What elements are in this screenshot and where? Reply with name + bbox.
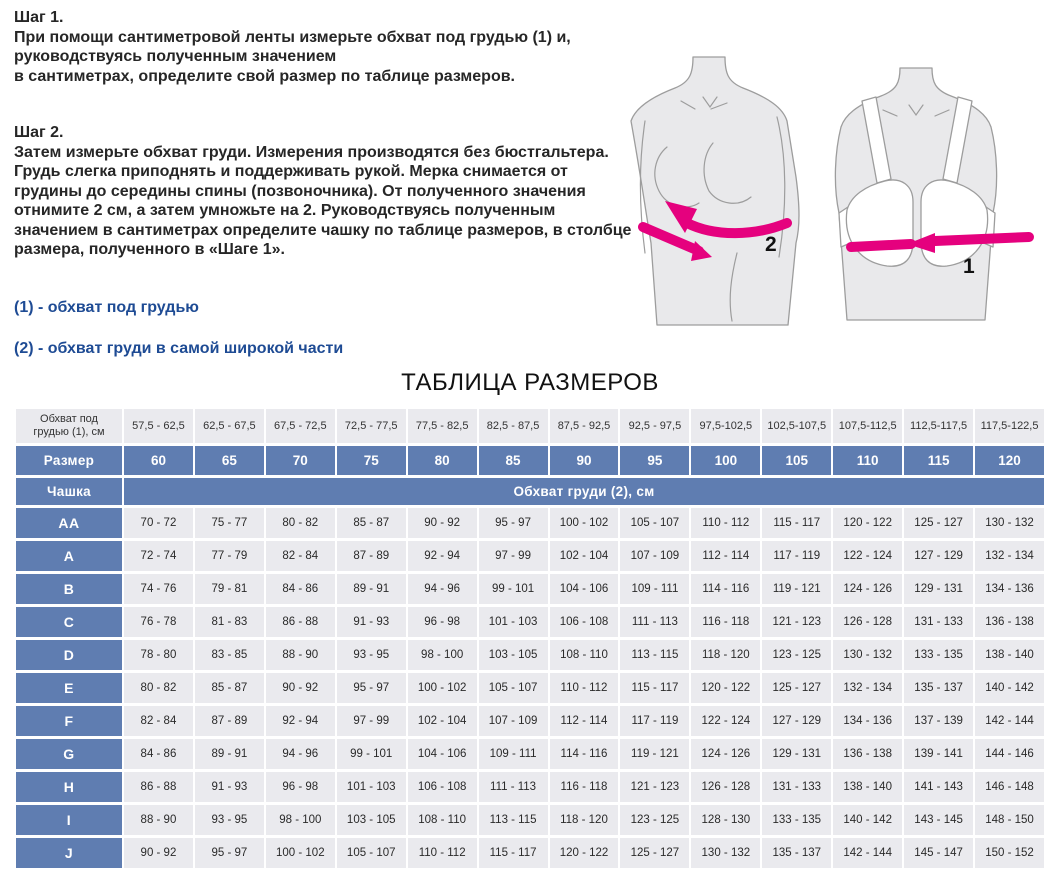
- value-cell: 95 - 97: [195, 838, 264, 868]
- underbust-range-cell: 102,5-107,5: [762, 409, 831, 443]
- text-line: руководствуясь полученным значением: [14, 48, 337, 65]
- value-cell: 94 - 96: [266, 739, 335, 769]
- value-cell: 112 - 114: [691, 541, 760, 571]
- value-cell: 89 - 91: [337, 574, 406, 604]
- value-cell: 107 - 109: [479, 706, 548, 736]
- underbust-tape-left: [851, 244, 911, 247]
- value-cell: 106 - 108: [550, 607, 619, 637]
- value-cell: 150 - 152: [975, 838, 1044, 868]
- value-cell: 90 - 92: [266, 673, 335, 703]
- value-cell: 105 - 107: [479, 673, 548, 703]
- value-cell: 127 - 129: [762, 706, 831, 736]
- value-cell: 120 - 122: [833, 508, 902, 538]
- value-cell: 121 - 123: [762, 607, 831, 637]
- text-line: грудины до середины спины (позвоночника). От полученного значения: [14, 182, 586, 200]
- cup-cell: I: [16, 805, 122, 835]
- value-cell: 119 - 121: [762, 574, 831, 604]
- underbust-range-cell: 107,5-112,5: [833, 409, 902, 443]
- value-cell: 123 - 125: [620, 805, 689, 835]
- value-cell: 87 - 89: [337, 541, 406, 571]
- value-cell: 125 - 127: [620, 838, 689, 868]
- value-cell: 77 - 79: [195, 541, 264, 571]
- value-cell: 135 - 137: [904, 673, 973, 703]
- size-cell: 80: [408, 446, 477, 475]
- value-cell: 88 - 90: [124, 805, 193, 835]
- value-cell: 92 - 94: [266, 706, 335, 736]
- torso-diagram-svg: [615, 55, 1060, 337]
- table-title: ТАБЛИЦА РАЗМЕРОВ: [401, 369, 659, 396]
- value-cell: 114 - 116: [550, 739, 619, 769]
- size-cell: 100: [691, 446, 760, 475]
- value-cell: 95 - 97: [337, 673, 406, 703]
- torso-with-bra: [835, 68, 1029, 320]
- text-line: Грудь слегка приподнять и поддерживать рукой. Мерка снимается от: [14, 163, 568, 180]
- cup-row-D: [16, 640, 1044, 670]
- cup-cell: B: [16, 574, 122, 604]
- underbust-measure-label: 1: [963, 255, 975, 278]
- value-cell: 105 - 107: [620, 508, 689, 538]
- value-cell: 93 - 95: [195, 805, 264, 835]
- step-1-title: Шаг 1.: [14, 9, 64, 26]
- value-cell: 120 - 122: [550, 838, 619, 868]
- text-line: Затем измерьте обхват груди. Измерения производятся без бюстгальтера.: [14, 143, 609, 161]
- cup-row-B: [16, 574, 1044, 604]
- value-cell: 110 - 112: [550, 673, 619, 703]
- value-cell: 85 - 87: [195, 673, 264, 703]
- value-cell: 104 - 106: [550, 574, 619, 604]
- size-cell: 120: [975, 446, 1044, 475]
- value-cell: 86 - 88: [124, 772, 193, 802]
- step-1-text: [14, 28, 644, 87]
- step-2: [14, 123, 644, 260]
- value-cell: 97 - 99: [479, 541, 548, 571]
- cup-row-J: [16, 838, 1044, 868]
- cup-cell: G: [16, 739, 122, 769]
- value-cell: 90 - 92: [124, 838, 193, 868]
- underbust-range-cell: 77,5 - 82,5: [408, 409, 477, 443]
- bust-header-cell: Обхват груди (2), см: [124, 478, 1044, 505]
- value-cell: 117 - 119: [762, 541, 831, 571]
- value-cell: 96 - 98: [266, 772, 335, 802]
- value-cell: 80 - 82: [266, 508, 335, 538]
- value-cell: 102 - 104: [408, 706, 477, 736]
- value-cell: 101 - 103: [337, 772, 406, 802]
- value-cell: 139 - 141: [904, 739, 973, 769]
- value-cell: 120 - 122: [691, 673, 760, 703]
- size-cell: 95: [620, 446, 689, 475]
- value-cell: 117 - 119: [620, 706, 689, 736]
- cup-cell: J: [16, 838, 122, 868]
- cup-cell: E: [16, 673, 122, 703]
- value-cell: 82 - 84: [266, 541, 335, 571]
- size-cell: 60: [124, 446, 193, 475]
- value-cell: 130 - 132: [833, 640, 902, 670]
- value-cell: 98 - 100: [408, 640, 477, 670]
- value-cell: 141 - 143: [904, 772, 973, 802]
- value-cell: 74 - 76: [124, 574, 193, 604]
- value-cell: 124 - 126: [833, 574, 902, 604]
- underbust-range-cell: 72,5 - 77,5: [337, 409, 406, 443]
- step-1: [14, 8, 644, 86]
- value-cell: 119 - 121: [620, 739, 689, 769]
- value-cell: 85 - 87: [337, 508, 406, 538]
- size-cell: 90: [550, 446, 619, 475]
- value-cell: 79 - 81: [195, 574, 264, 604]
- value-cell: 127 - 129: [904, 541, 973, 571]
- value-cell: 113 - 115: [620, 640, 689, 670]
- value-cell: 113 - 115: [479, 805, 548, 835]
- size-cell: 85: [479, 446, 548, 475]
- value-cell: 144 - 146: [975, 739, 1044, 769]
- cup-cell: AA: [16, 508, 122, 538]
- value-cell: 132 - 134: [975, 541, 1044, 571]
- value-cell: 135 - 137: [762, 838, 831, 868]
- value-cell: 112 - 114: [550, 706, 619, 736]
- value-cell: 92 - 94: [408, 541, 477, 571]
- value-cell: 146 - 148: [975, 772, 1044, 802]
- value-cell: 140 - 142: [975, 673, 1044, 703]
- value-cell: 83 - 85: [195, 640, 264, 670]
- value-cell: 126 - 128: [691, 772, 760, 802]
- value-cell: 115 - 117: [620, 673, 689, 703]
- underbust-header-line: грудью (1), см: [33, 426, 105, 438]
- value-cell: 111 - 113: [479, 772, 548, 802]
- value-cell: 100 - 102: [266, 838, 335, 868]
- value-cell: 122 - 124: [833, 541, 902, 571]
- value-cell: 105 - 107: [337, 838, 406, 868]
- value-cell: 97 - 99: [337, 706, 406, 736]
- underbust-header-cell: [16, 409, 122, 443]
- step-2-text: [14, 143, 644, 260]
- cup-row-H: [16, 772, 1044, 802]
- value-cell: 142 - 144: [833, 838, 902, 868]
- text-line: При помощи сантиметровой ленты измерьте обхват под грудью (1) и,: [14, 28, 571, 46]
- cup-row-A: [16, 541, 1044, 571]
- value-cell: 142 - 144: [975, 706, 1044, 736]
- value-cell: 91 - 93: [195, 772, 264, 802]
- value-cell: 145 - 147: [904, 838, 973, 868]
- underbust-range-cell: 92,5 - 97,5: [620, 409, 689, 443]
- value-cell: 138 - 140: [975, 640, 1044, 670]
- value-cell: 130 - 132: [975, 508, 1044, 538]
- value-cell: 91 - 93: [337, 607, 406, 637]
- value-cell: 94 - 96: [408, 574, 477, 604]
- value-cell: 129 - 131: [762, 739, 831, 769]
- value-cell: 136 - 138: [975, 607, 1044, 637]
- value-cell: 130 - 132: [691, 838, 760, 868]
- value-cell: 115 - 117: [762, 508, 831, 538]
- bust-measure-label: 2: [765, 233, 777, 256]
- value-cell: 125 - 127: [904, 508, 973, 538]
- size-label-cell: Размер: [16, 446, 122, 475]
- value-cell: 128 - 130: [691, 805, 760, 835]
- size-cell: 75: [337, 446, 406, 475]
- size-cell: 110: [833, 446, 902, 475]
- value-cell: 116 - 118: [550, 772, 619, 802]
- cup-row-F: [16, 706, 1044, 736]
- value-cell: 129 - 131: [904, 574, 973, 604]
- value-cell: 116 - 118: [691, 607, 760, 637]
- value-cell: 111 - 113: [620, 607, 689, 637]
- value-cell: 90 - 92: [408, 508, 477, 538]
- value-cell: 89 - 91: [195, 739, 264, 769]
- size-cell: 115: [904, 446, 973, 475]
- value-cell: 108 - 110: [550, 640, 619, 670]
- value-cell: 102 - 104: [550, 541, 619, 571]
- value-cell: 101 - 103: [479, 607, 548, 637]
- value-cell: 110 - 112: [408, 838, 477, 868]
- cup-cell: A: [16, 541, 122, 571]
- value-cell: 87 - 89: [195, 706, 264, 736]
- value-cell: 136 - 138: [833, 739, 902, 769]
- value-cell: 81 - 83: [195, 607, 264, 637]
- value-cell: 96 - 98: [408, 607, 477, 637]
- cup-row-G: [16, 739, 1044, 769]
- value-cell: 134 - 136: [833, 706, 902, 736]
- value-cell: 78 - 80: [124, 640, 193, 670]
- value-cell: 93 - 95: [337, 640, 406, 670]
- value-cell: 80 - 82: [124, 673, 193, 703]
- cup-cell: D: [16, 640, 122, 670]
- underbust-note: (1) - обхват под грудью: [14, 299, 199, 316]
- size-cell: 70: [266, 446, 335, 475]
- value-cell: 118 - 120: [550, 805, 619, 835]
- value-cell: 103 - 105: [479, 640, 548, 670]
- value-cell: 133 - 135: [904, 640, 973, 670]
- value-cell: 133 - 135: [762, 805, 831, 835]
- step-2-title: Шаг 2.: [14, 124, 64, 141]
- cup-label-cell: Чашка: [16, 478, 122, 505]
- value-cell: 100 - 102: [408, 673, 477, 703]
- value-cell: 103 - 105: [337, 805, 406, 835]
- value-cell: 76 - 78: [124, 607, 193, 637]
- value-cell: 98 - 100: [266, 805, 335, 835]
- value-cell: 86 - 88: [266, 607, 335, 637]
- size-table: [14, 406, 1046, 871]
- underbust-range-cell: 57,5 - 62,5: [124, 409, 193, 443]
- value-cell: 134 - 136: [975, 574, 1044, 604]
- text-line: в сантиметрах, определите свой размер по таблице размеров.: [14, 67, 515, 85]
- value-cell: 109 - 111: [479, 739, 548, 769]
- bust-note: (2) - обхват груди в самой широкой части: [14, 340, 344, 357]
- value-cell: 75 - 77: [195, 508, 264, 538]
- value-cell: 99 - 101: [479, 574, 548, 604]
- size-cell: 65: [195, 446, 264, 475]
- underbust-range-cell: 82,5 - 87,5: [479, 409, 548, 443]
- size-row: [16, 446, 1044, 475]
- value-cell: 109 - 111: [620, 574, 689, 604]
- value-cell: 126 - 128: [833, 607, 902, 637]
- measuring-instructions: [14, 8, 644, 260]
- value-cell: 138 - 140: [833, 772, 902, 802]
- value-cell: 106 - 108: [408, 772, 477, 802]
- value-cell: 95 - 97: [479, 508, 548, 538]
- underbust-range-cell: 117,5-122,5: [975, 409, 1044, 443]
- value-cell: 118 - 120: [691, 640, 760, 670]
- value-cell: 124 - 126: [691, 739, 760, 769]
- value-cell: 123 - 125: [762, 640, 831, 670]
- value-cell: 143 - 145: [904, 805, 973, 835]
- cup-header-row: [16, 478, 1044, 505]
- value-cell: 137 - 139: [904, 706, 973, 736]
- underbust-header-row: [16, 409, 1044, 443]
- value-cell: 114 - 116: [691, 574, 760, 604]
- value-cell: 108 - 110: [408, 805, 477, 835]
- cup-row-C: [16, 607, 1044, 637]
- value-cell: 110 - 112: [691, 508, 760, 538]
- value-cell: 99 - 101: [337, 739, 406, 769]
- underbust-range-cell: 97,5-102,5: [691, 409, 760, 443]
- value-cell: 132 - 134: [833, 673, 902, 703]
- value-cell: 131 - 133: [904, 607, 973, 637]
- cup-row-AA: [16, 508, 1044, 538]
- text-line: размера, полученного в «Шаге 1».: [14, 241, 285, 258]
- size-cell: 105: [762, 446, 831, 475]
- value-cell: 125 - 127: [762, 673, 831, 703]
- underbust-range-cell: 67,5 - 72,5: [266, 409, 335, 443]
- cup-cell: H: [16, 772, 122, 802]
- underbust-range-cell: 87,5 - 92,5: [550, 409, 619, 443]
- value-cell: 82 - 84: [124, 706, 193, 736]
- underbust-range-cell: 112,5-117,5: [904, 409, 973, 443]
- value-cell: 100 - 102: [550, 508, 619, 538]
- value-cell: 72 - 74: [124, 541, 193, 571]
- measurement-illustration: [615, 55, 1060, 337]
- underbust-tape-right: [935, 237, 1029, 241]
- torso-without-bra: [631, 57, 799, 325]
- value-cell: 121 - 123: [620, 772, 689, 802]
- value-cell: 104 - 106: [408, 739, 477, 769]
- value-cell: 70 - 72: [124, 508, 193, 538]
- value-cell: 107 - 109: [620, 541, 689, 571]
- value-cell: 148 - 150: [975, 805, 1044, 835]
- text-line: отнимите 2 см, а затем умножьте на 2. Руководствуясь полученным: [14, 202, 556, 219]
- cup-row-I: [16, 805, 1044, 835]
- cup-cell: F: [16, 706, 122, 736]
- value-cell: 115 - 117: [479, 838, 548, 868]
- cup-cell: C: [16, 607, 122, 637]
- text-line: значением в сантиметрах определите чашку по таблице размеров, в столбце: [14, 221, 632, 239]
- value-cell: 131 - 133: [762, 772, 831, 802]
- value-cell: 84 - 86: [266, 574, 335, 604]
- underbust-header-line: Обхват под: [40, 413, 98, 425]
- value-cell: 140 - 142: [833, 805, 902, 835]
- value-cell: 88 - 90: [266, 640, 335, 670]
- value-cell: 84 - 86: [124, 739, 193, 769]
- cup-row-E: [16, 673, 1044, 703]
- value-cell: 122 - 124: [691, 706, 760, 736]
- underbust-range-cell: 62,5 - 67,5: [195, 409, 264, 443]
